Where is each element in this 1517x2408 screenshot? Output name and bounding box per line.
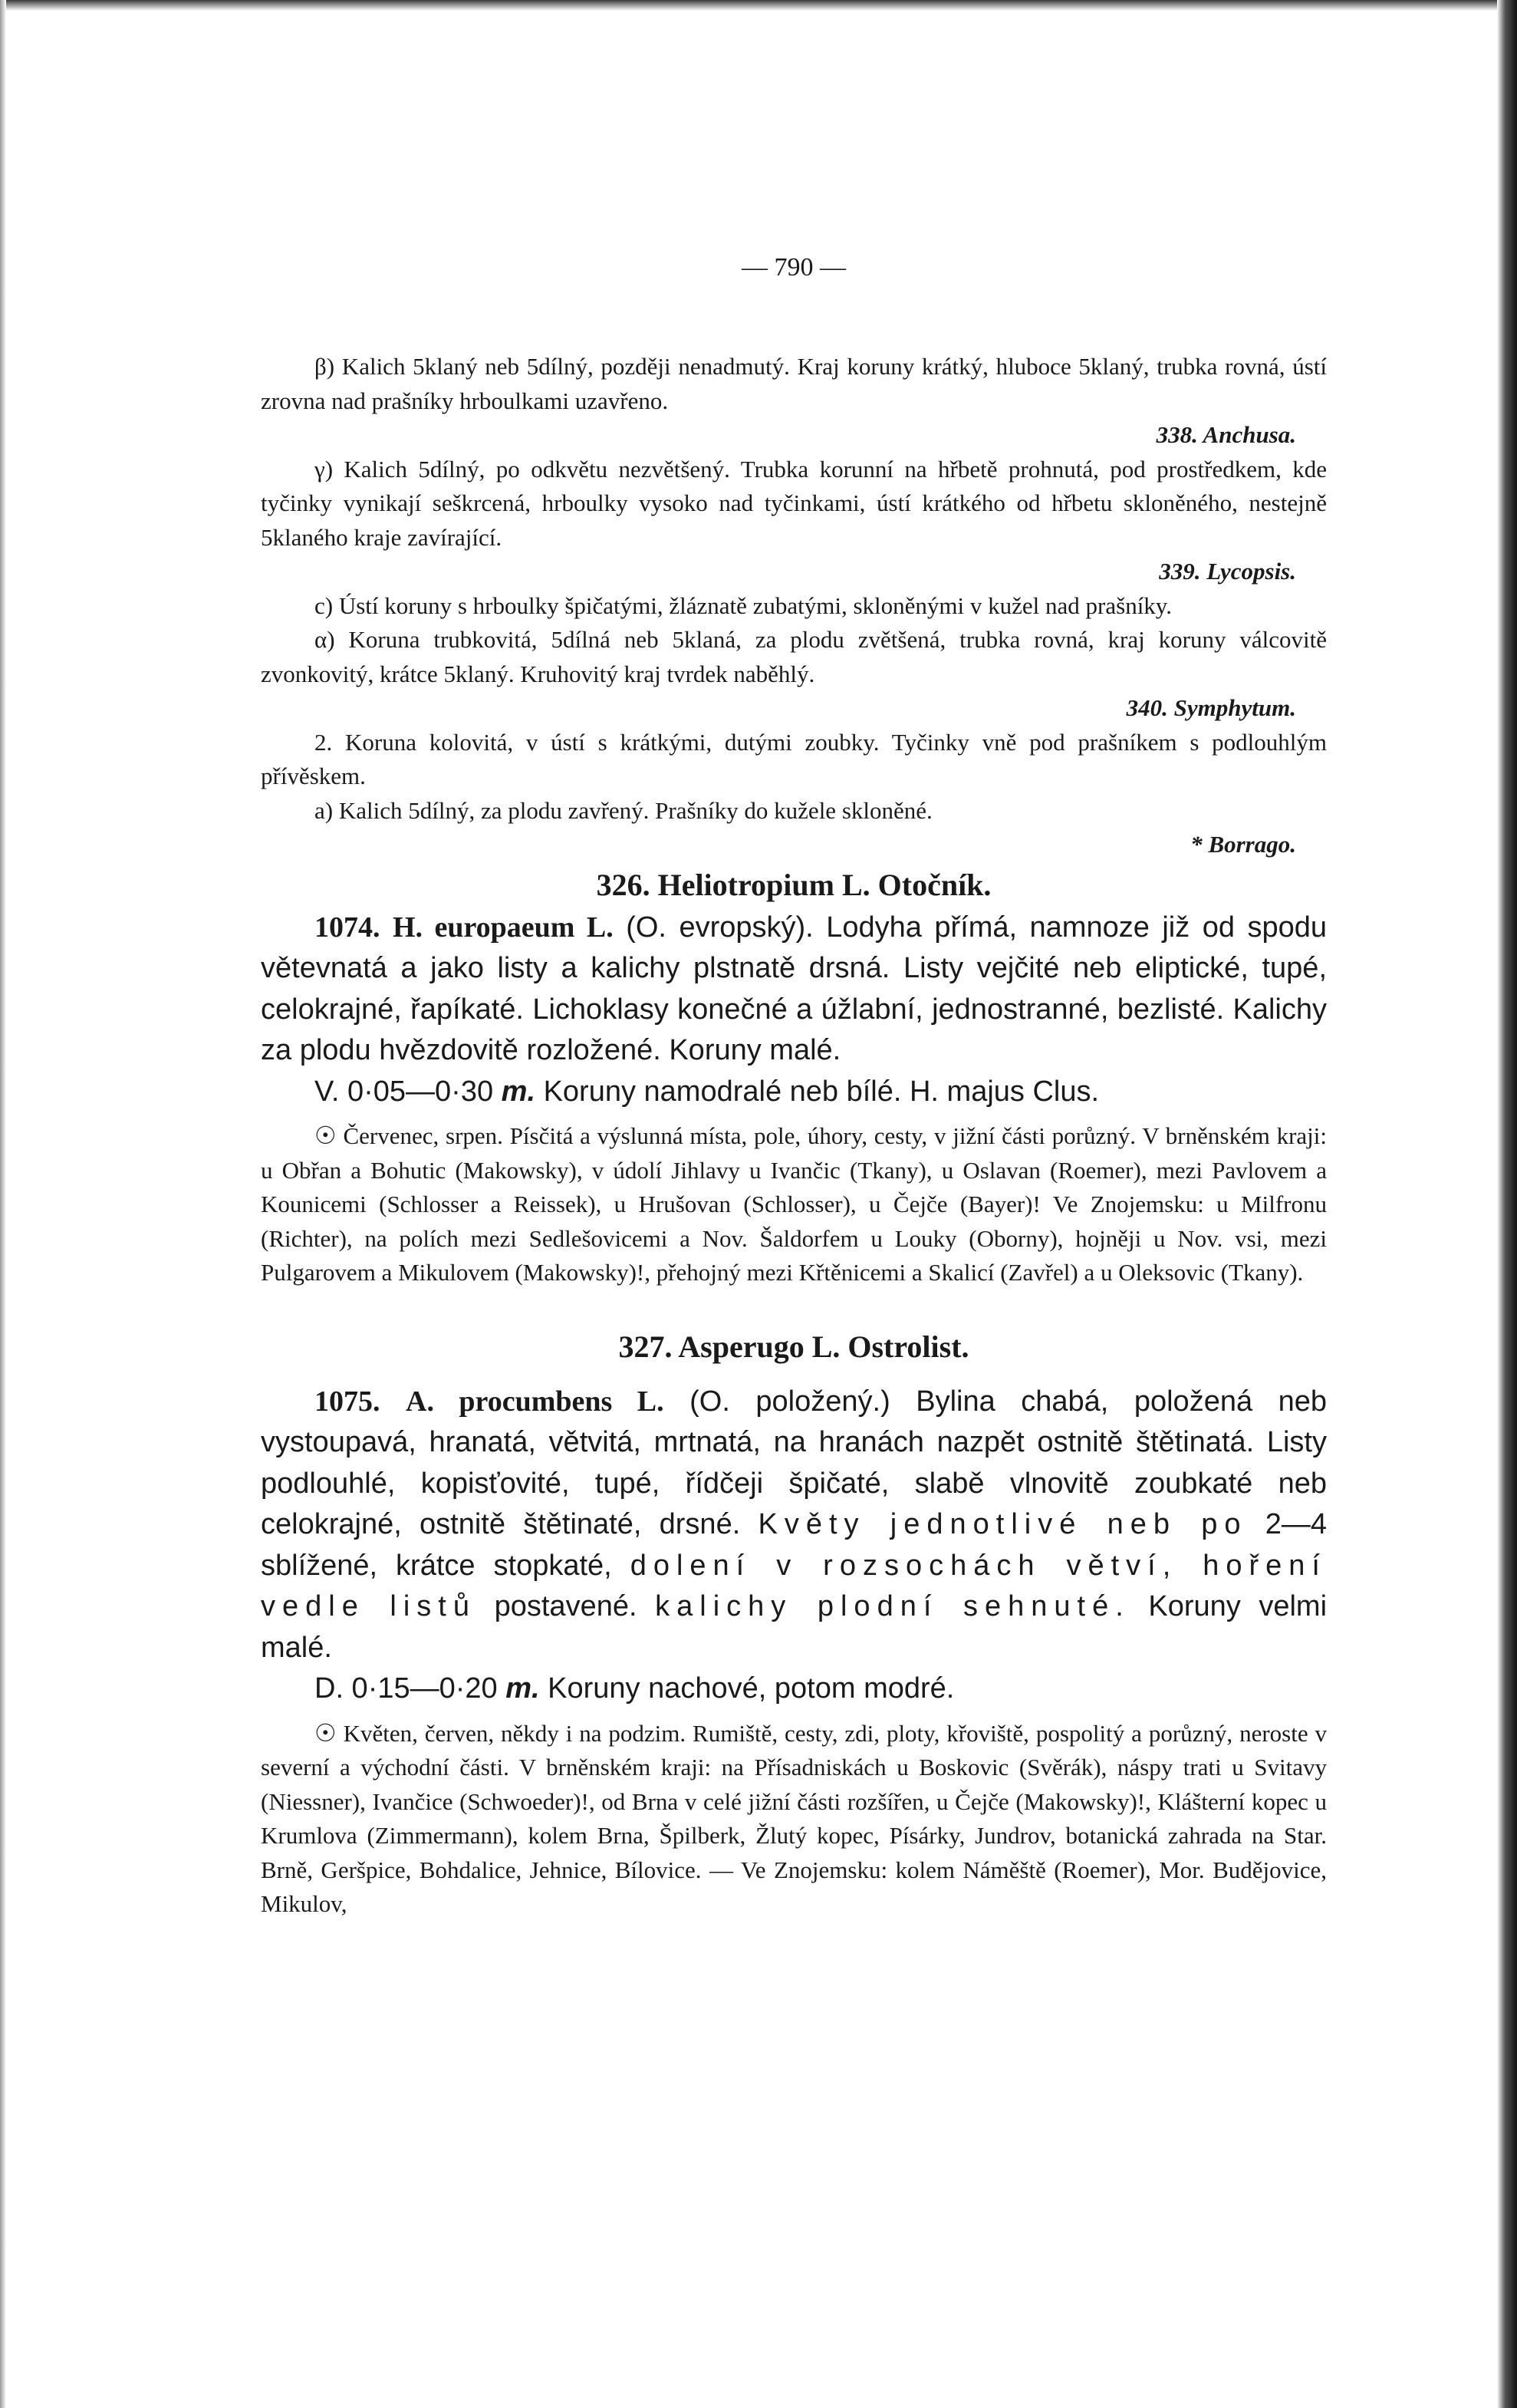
species-1074-name: H. europaeum L. <box>392 911 614 944</box>
page <box>261 253 1327 1922</box>
key-gamma: γ) Kalich 5dílný, po odkvětu nezvětšený. Trubka korunní na hřbetě prohnutá, pod prostředkem, kde tyčinky vynikají seškrcená, hrboulky vysoko nad tyčinkami, ústí krátkého od hřbetu skloněného, nestejně 5klaného kraje zavírající. <box>261 455 1327 551</box>
genus-heading-327: 327. Asperugo L. Ostrolist. <box>618 1329 969 1364</box>
species-1075-number: 1075. <box>314 1385 380 1418</box>
key-beta: β) Kalich 5klaný neb 5dílný, později nenadmutý. Kraj koruny krátký, hluboce 5klaný, trubka rovná, ústí zrovna nad prašníky hrboulkami uzavřeno. <box>261 353 1327 414</box>
species-1075-size-value: D. 0·15—0·20 <box>314 1672 498 1705</box>
species-1074-habitat-text: Červenec, srpen. Písčitá a výslunná místa, pole, úhory, cesty, v jižní části porůzný. V brněnském kraji: u Obřan a Bohutic (Makowsky), v údolí Jihlavy u Ivančic (Tkany), u Oslavan (Roemer), mezi Pavlovem a Kounicemi (Schlosser a Reissek), u Hrušovan (Schlosser), u Čejče (Bayer)! Ve Znojemsku: u Milfronu (Richter), na polích mezi Sedlešovicemi a Nov. Šaldorfem u Louky (Oborny), hojněji u Nov. vsi, mezi Pulgarovem a Mikulovem (Makowsky)!, přehojný mezi Křtěnicemi a Skalicí (Zavřel) a u Oleksovic (Tkany). <box>261 1122 1328 1286</box>
key-alpha-genus: 340. Symphytum. <box>1126 694 1296 721</box>
species-1075-habitat <box>261 1716 1327 1922</box>
species-1074-size <box>261 1072 1327 1113</box>
species-1074-size-value: V. 0·05—0·30 <box>314 1075 494 1108</box>
species-1075-flowers: Koruny nachové, potom modré. <box>548 1672 955 1705</box>
species-1075 <box>261 1382 1327 1710</box>
species-1075-spaced-3: kalichy plodní sehnuté. <box>655 1590 1130 1622</box>
scan-edge-left <box>0 0 6 2408</box>
page-number: — 790 — <box>742 253 846 282</box>
species-1075-text-d: Koruny velmi malé. <box>261 1590 1328 1664</box>
species-1075-description <box>261 1382 1327 1669</box>
species-1075-habitat-text: Květen, červen, někdy i na podzim. Rumiště, cesty, zdi, ploty, křoviště, pospolitý a porůzný, neroste v severní a východní části. V brněnském kraji: na Přísadniskách u Boskovic (Svěrák), náspy trati u Svitavy (Niessner), Ivančice (Schwoeder)!, od Brna v celé jižní části rozšířen, u Čejče (Makowsky)!, Klášterní kopec u Krumlova (Zimmermann), kolem Brna, Špilberk, Žlutý kopec, Písárky, Jundrov, botanická zahrada na Star. Brně, Geršpice, Bohdalice, Jehnice, Bílovice. — Ve Znojemsku: kolem Náměště (Roemer), Mor. Budějovice, Mikulov, <box>261 1719 1328 1917</box>
species-1075-spaced-1: Květy jednotlivé neb po <box>758 1508 1248 1540</box>
key-beta-genus: 338. Anchusa. <box>1156 421 1296 448</box>
species-1074-habitat <box>261 1118 1327 1290</box>
species-1075-spaced-2: dolení v rozsochách větví, hoření vedle listů <box>261 1549 1327 1622</box>
species-1075-text-a: (O. položený.) Bylina chabá, položená neb vystoupavá, hranatá, větvitá, mrtnatá, na hranách nazpět ostnitě štětinatá. Listy podlouhlé, kopisťovité, tupé, řídčeji špičaté, slabě vlnovitě zoubkaté neb celokrajné, ostnitě štětinaté, drsné. <box>261 1385 1328 1540</box>
scan-edge-right <box>1497 0 1517 2408</box>
species-1074 <box>261 908 1327 1113</box>
species-1075-text-c: postavené. <box>494 1590 637 1622</box>
key-gamma-genus: 339. Lycopsis. <box>1159 558 1296 585</box>
genus-heading-326: 326. Heliotropium L. Otočník. <box>596 867 992 902</box>
species-1074-unit: m. <box>501 1075 536 1108</box>
species-1075-text-b: 2—4 sblížené, krátce stopkaté, <box>261 1508 1328 1582</box>
annual-symbol-icon: ☉ <box>314 1718 337 1748</box>
species-1074-flowers: Koruny namodralé neb bílé. H. majus Clus. <box>543 1075 1100 1108</box>
species-1075-unit: m. <box>505 1672 540 1705</box>
identification-key <box>261 350 1327 862</box>
scan-edge-top <box>0 0 1517 11</box>
key-two: 2. Koruna kolovitá, v ústí s krátkými, dutými zoubky. Tyčinky vně pod prašníkem s podlouhlým přívěskem. <box>261 728 1327 789</box>
key-a-genus: * Borrago. <box>1190 831 1296 858</box>
annual-symbol-icon: ☉ <box>314 1121 337 1150</box>
species-1075-size <box>261 1668 1327 1710</box>
key-alpha: α) Koruna trubkovitá, 5dílná neb 5klaná, za plodu zvětšená, trubka rovná, kraj koruny válcovitě zvonkovitý, krátce 5klaný. Kruhovitý kraj tvrdek naběhlý. <box>261 626 1327 687</box>
species-1074-number: 1074. <box>314 911 380 944</box>
key-a: a) Kalich 5dílný, za plodu zavřený. Prašníky do kužele skloněné. <box>314 796 933 824</box>
species-1074-description <box>261 908 1327 1072</box>
species-1074-text: (O. evropský). Lodyha přímá, namnoze již od spodu větevnatá a jako listy a kalichy plstnatě drsná. Listy vejčité neb eliptické, tupé, celokrajné, řapíkaté. Lichoklasy konečné a úžlabní, jednostranné, bezlisté. Kalichy za plodu hvězdovitě rozložené. Koruny malé. <box>261 911 1327 1066</box>
key-c: c) Ústí koruny s hrboulky špičatými, žláznatě zubatými, skloněnými v kužel nad prašníky. <box>314 591 1173 619</box>
species-1075-name: A. procumbens L. <box>406 1385 664 1418</box>
